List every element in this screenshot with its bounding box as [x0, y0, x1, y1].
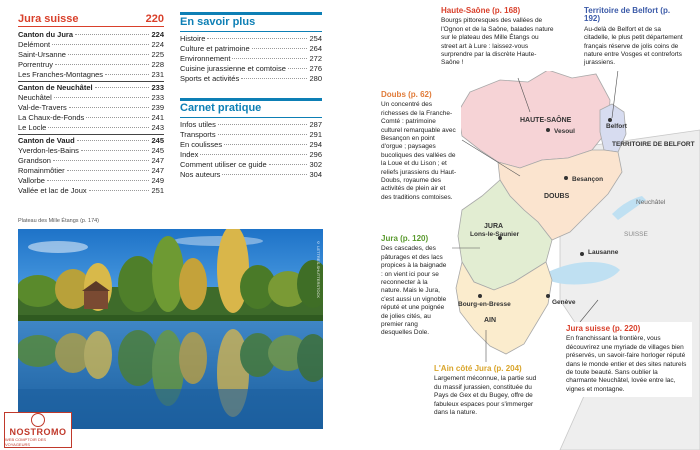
toc-row-label: Grandson	[18, 156, 51, 165]
carnet-pratique-row-page: 294	[309, 140, 322, 149]
toc-row-label: Yverdon-les-Bains	[18, 146, 79, 155]
toc-row-label: Neuchâtel	[18, 93, 52, 102]
en-savoir-plus-row-page: 280	[309, 74, 322, 83]
toc-row-page: 224	[151, 30, 164, 39]
carnet-pratique-row-label: Index	[180, 150, 199, 159]
callout-ain-text: Largement méconnue, la partie sud du massif jurassien, constituée du Pays de Gex et du Bugey, offre de fabuleux espaces pour s'immerger dans la nature.	[434, 375, 537, 417]
city-marker-belfort	[608, 118, 612, 122]
callout-territoire-text: Au-delà de Belfort et de sa citadelle, le plus petit département français réserve de jolis coins de nature entre Vosges et contreforts jurassiens.	[584, 25, 683, 67]
toc-row-label: Porrentruy	[18, 60, 54, 69]
toc-row-page: 224	[151, 40, 164, 49]
toc-row-label: Vallorbe	[18, 176, 45, 185]
toc-jura-suisse	[18, 14, 164, 196]
callout-ain[interactable]	[430, 362, 548, 420]
carnet-pratique-row[interactable]	[180, 160, 322, 170]
en-savoir-plus-row-label: Sports et activités	[180, 74, 240, 83]
callout-jura-suisse-title: Jura suisse (p. 220)	[566, 324, 641, 333]
city-marker-vesoul	[546, 128, 550, 132]
en-savoir-plus-row[interactable]	[180, 44, 322, 54]
dot-leader	[48, 127, 149, 128]
callout-jura-text: Des cascades, des pâturages et des lacs propices à la baignade : on vient ici pour se reconnecter à la nature. Mais le Jura, c'est aussi un vignoble réputé et une poignée de jolies cités, au premier rang desquelles Dole.	[381, 245, 447, 337]
toc-row-page: 228	[151, 60, 164, 69]
carnet-pratique-row-label: Transports	[180, 130, 216, 139]
en-savoir-plus-row-page: 264	[309, 44, 322, 53]
toc-row-page: 245	[151, 146, 164, 155]
globe-icon	[31, 413, 45, 427]
en-savoir-plus-box	[180, 12, 322, 84]
toc-row-page: 233	[151, 93, 164, 102]
toc-row[interactable]	[18, 146, 164, 156]
dot-leader	[252, 48, 308, 49]
photo-caption: Plateau des Mille Étangs (p. 174)	[18, 218, 100, 224]
toc-row[interactable]	[18, 60, 164, 70]
toc-row[interactable]	[18, 50, 164, 60]
dot-leader	[68, 54, 150, 55]
toc-row-label: Romainmôtier	[18, 166, 65, 175]
dot-leader	[218, 124, 308, 125]
en-savoir-plus-row[interactable]	[180, 54, 322, 64]
lake-photo	[18, 229, 323, 429]
dot-leader	[86, 117, 149, 118]
en-savoir-plus-row-label: Culture et patrimoine	[180, 44, 250, 53]
toc-row-page: 251	[151, 186, 164, 195]
callout-doubs-text: Un concentré des richesses de la Franche-Comté : patrimoine culturel remarquable avec Besançon en point d'orgue ; paysages bucoliques des vallées de la Loue et du Lison ; et reliefs jurassiens du Haut-Doubs, royaume des activités de plein air et des traditions comtoises.	[381, 101, 457, 201]
carnet-pratique-row-page: 296	[309, 150, 322, 159]
toc-list	[18, 30, 164, 196]
toc-row[interactable]	[18, 93, 164, 103]
toc-row-page: 225	[151, 50, 164, 59]
city-marker-lausanne	[580, 252, 584, 256]
nostromo-logo	[4, 412, 72, 448]
carnet-pratique-row[interactable]	[180, 170, 322, 180]
callout-jura-title: Jura (p. 120)	[381, 234, 429, 243]
toc-row-label: Delémont	[18, 40, 51, 49]
callout-haute-saone[interactable]	[437, 4, 559, 71]
dot-leader	[67, 170, 150, 171]
toc-row-page: 247	[151, 166, 164, 175]
toc-row-page: 249	[151, 176, 164, 185]
carnet-pratique-row-label: Comment utiliser ce guide	[180, 160, 267, 169]
toc-row-page: 243	[151, 123, 164, 132]
dot-leader	[47, 180, 150, 181]
toc-row-page: 231	[151, 70, 164, 79]
toc-heading-page: 220	[145, 13, 164, 25]
toc-row-label: Val-de-Travers	[18, 103, 67, 112]
carnet-pratique-row-page: 302	[309, 160, 322, 169]
toc-row[interactable]	[18, 166, 164, 176]
dot-leader	[222, 174, 307, 175]
en-savoir-plus-row-label: Environnement	[180, 54, 231, 63]
toc-row[interactable]	[18, 186, 164, 196]
toc-row-label: Les Franches-Montagnes	[18, 70, 104, 79]
label-doubs: DOUBS	[544, 193, 570, 200]
toc-heading[interactable]	[18, 14, 164, 27]
label-ain: AIN	[484, 317, 497, 324]
dot-leader	[53, 160, 150, 161]
dot-leader	[224, 144, 307, 145]
city-marker-geneve	[546, 294, 550, 298]
city-geneve: Genève	[552, 299, 576, 306]
toc-row[interactable]	[18, 113, 164, 123]
toc-row[interactable]	[18, 156, 164, 166]
callout-doubs-title: Doubs (p. 62)	[381, 90, 432, 99]
dot-leader	[75, 34, 149, 35]
callout-haute-saone-text: Bourgs pittoresques des vallées de l'Ognon et de la Saône, balades nature sur le plateau des Mille Étangs ou street art à Lure : laissez-vous surprendre par la discrète Haute-Saône !	[441, 17, 554, 67]
dot-leader	[54, 97, 150, 98]
toc-row[interactable]	[18, 103, 164, 113]
dot-leader	[105, 74, 149, 75]
toc-row[interactable]	[18, 70, 164, 80]
en-savoir-plus-row-label: Cuisine jurassienne et comtoise	[180, 64, 286, 73]
toc-row[interactable]	[18, 134, 164, 146]
en-savoir-plus-row[interactable]	[180, 34, 322, 44]
dot-leader	[288, 68, 308, 69]
label-territoire: TERRITOIRE DE BELFORT	[612, 141, 695, 148]
toc-row-label: Le Locle	[18, 123, 47, 132]
label-suisse: SUISSE	[624, 231, 648, 238]
en-savoir-plus-row-page: 254	[309, 34, 322, 43]
toc-row-page: 245	[151, 136, 164, 145]
toc-row-label: Saint-Ursanne	[18, 50, 66, 59]
city-besancon: Besançon	[572, 176, 604, 183]
city-bourg: Bourg-en-Bresse	[458, 301, 511, 308]
city-neuchatel: Neuchâtel	[636, 199, 666, 206]
dot-leader	[55, 64, 149, 65]
dot-leader	[207, 38, 307, 39]
carnet-pratique-row-page: 304	[309, 170, 322, 179]
callout-jura-suisse[interactable]	[562, 322, 692, 397]
en-savoir-plus-heading: En savoir plus	[180, 12, 322, 32]
dot-leader	[95, 87, 150, 88]
en-savoir-plus-row[interactable]	[180, 74, 322, 84]
carnet-pratique-row-page: 287	[309, 120, 322, 129]
carnet-pratique-list	[180, 120, 322, 180]
carnet-pratique-row[interactable]	[180, 130, 322, 140]
carnet-pratique-row-label: Nos auteurs	[180, 170, 221, 179]
carnet-pratique-row[interactable]	[180, 120, 322, 130]
city-marker-besancon	[564, 176, 568, 180]
callout-territoire-de-belfort[interactable]	[580, 4, 692, 71]
callout-doubs[interactable]	[377, 88, 461, 205]
carnet-pratique-row-label: En coulisses	[180, 140, 223, 149]
dot-leader	[200, 154, 307, 155]
toc-row-page: 241	[151, 113, 164, 122]
logo-name: NOSTROMO	[9, 427, 67, 437]
dot-leader	[89, 190, 150, 191]
dot-leader	[269, 164, 308, 165]
en-savoir-plus-row-page: 276	[309, 64, 322, 73]
dot-leader	[77, 140, 150, 141]
toc-row[interactable]	[18, 81, 164, 93]
toc-row-label: Canton de Neuchâtel	[18, 83, 93, 92]
city-vesoul: Vesoul	[554, 128, 575, 135]
callout-haute-saone-title: Haute-Saône (p. 168)	[441, 6, 521, 15]
carnet-pratique-row-label: Infos utiles	[180, 120, 216, 129]
label-jura: JURA	[484, 223, 504, 230]
carnet-pratique-heading: Carnet pratique	[180, 98, 322, 118]
carnet-pratique-box	[180, 98, 322, 180]
toc-row-page: 239	[151, 103, 164, 112]
label-haute-saone: HAUTE-SAÔNE	[520, 117, 572, 124]
en-savoir-plus-list	[180, 34, 322, 84]
toc-row[interactable]	[18, 40, 164, 50]
carnet-pratique-row[interactable]	[180, 140, 322, 150]
toc-row-label: La Chaux-de-Fonds	[18, 113, 85, 122]
toc-row[interactable]	[18, 30, 164, 40]
callout-territoire-title: Territoire de Belfort (p. 192)	[584, 6, 671, 24]
city-marker-bourg	[478, 294, 482, 298]
lake-photo-illustration	[18, 229, 323, 429]
dot-leader	[232, 58, 307, 59]
toc-row-page: 247	[151, 156, 164, 165]
logo-tagline: WEB COMPTOIR DES VOYAGEURS	[5, 437, 47, 447]
toc-row-label: Canton de Vaud	[18, 136, 75, 145]
dot-leader	[52, 44, 149, 45]
callout-jura-suisse-text: En franchissant la frontière, vous découvrirez une myriade de villages bien préservés, un savoir-faire horloger réputé dans le monde entier et des sites naturels de toute beauté. Sans oublier la charmante Neuchâtel, lovée entre lac, vignes et montagne.	[566, 335, 687, 393]
toc-row[interactable]	[18, 176, 164, 186]
en-savoir-plus-row-page: 272	[309, 54, 322, 63]
dot-leader	[81, 150, 150, 151]
en-savoir-plus-row-label: Histoire	[180, 34, 206, 43]
toc-row-page: 233	[151, 83, 164, 92]
en-savoir-plus-row[interactable]	[180, 64, 322, 74]
toc-row[interactable]	[18, 123, 164, 133]
dot-leader	[218, 134, 308, 135]
city-lons: Lons-le-Saunier	[470, 231, 520, 238]
carnet-pratique-row-page: 291	[309, 130, 322, 139]
toc-row-label: Vallée et lac de Joux	[18, 186, 87, 195]
city-belfort: Belfort	[606, 123, 627, 130]
toc-row-label: Canton du Jura	[18, 30, 74, 39]
callout-ain-title: L'Ain côté Jura (p. 204)	[434, 364, 522, 373]
dot-leader	[241, 78, 307, 79]
dot-leader	[69, 107, 150, 108]
callout-jura[interactable]	[377, 232, 451, 341]
carnet-pratique-row[interactable]	[180, 150, 322, 160]
toc-heading-label: Jura suisse	[18, 13, 79, 25]
city-lausanne: Lausanne	[588, 249, 619, 256]
photo-credit: © LETTRES-SHUTTERSTOCK	[316, 240, 321, 299]
